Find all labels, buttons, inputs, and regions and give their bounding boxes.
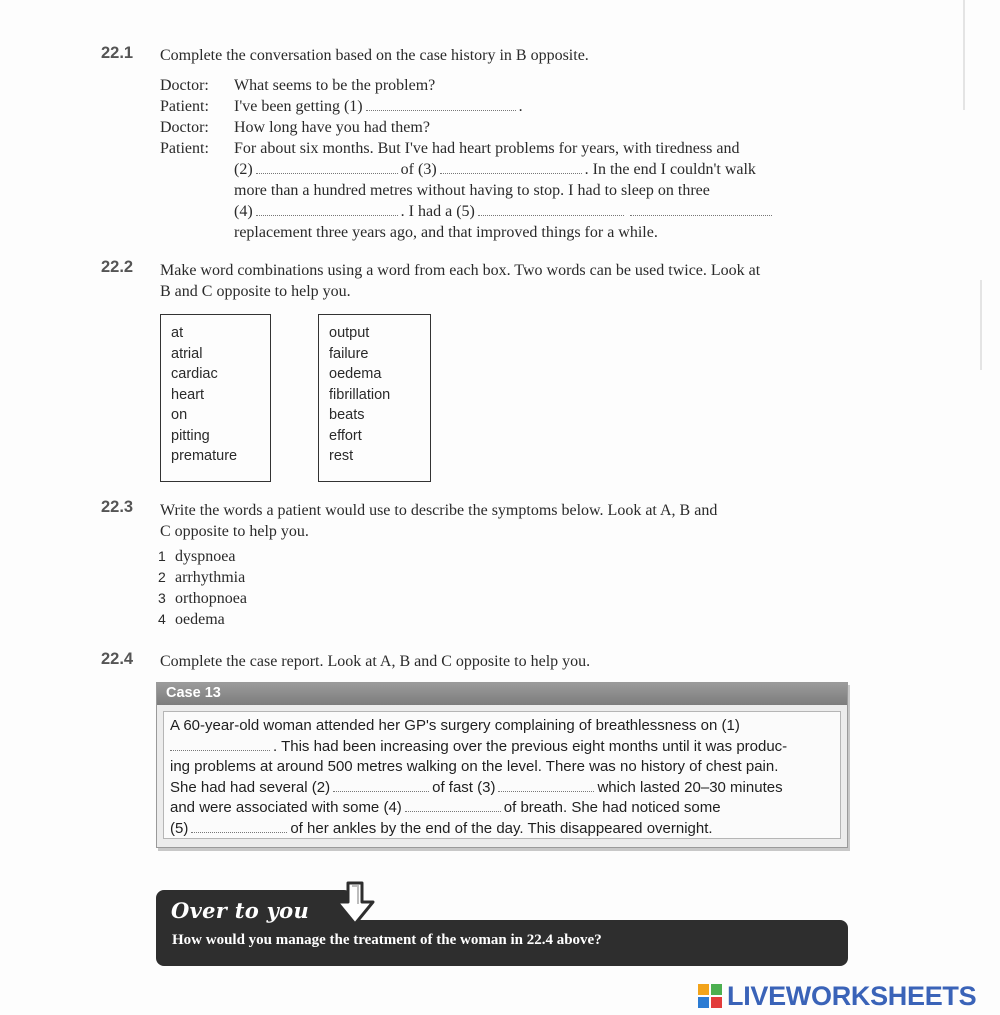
word-item[interactable]: rest <box>329 448 354 464</box>
case-title: Case 13 <box>166 685 221 701</box>
dialog-text: . I had a (5) <box>400 203 475 220</box>
case-line <box>170 798 721 819</box>
list-item <box>158 546 247 567</box>
item-text: dyspnoea <box>175 548 236 565</box>
item-text: oedema <box>175 611 225 628</box>
dialog-text: of (3) <box>400 161 437 178</box>
exercise-instruction: Complete the case report. Look at A, B and C opposite to help you. <box>160 653 591 670</box>
word-item[interactable]: at <box>171 325 184 341</box>
dialog-text: How long have you had them? <box>234 119 430 136</box>
dialog-text: more than a hundred metres without having to stop. I had to sleep on three <box>234 182 710 199</box>
exercise-number: 22.3 <box>101 498 134 516</box>
word-item[interactable]: fibrillation <box>329 386 391 403</box>
watermark-text: LIVEWORKSHEETS <box>727 980 977 1011</box>
dialog-text: I've been getting (1) <box>234 98 363 115</box>
case-text: which lasted 20–30 minutes <box>597 778 783 796</box>
item-number: 3 <box>158 590 166 606</box>
symptom-list <box>158 546 247 630</box>
word-item[interactable]: beats <box>329 407 365 423</box>
instruction-line: B and C opposite to help you. <box>160 283 351 300</box>
list-item <box>158 567 247 588</box>
word-box-left <box>160 314 271 482</box>
word-item[interactable]: heart <box>171 386 205 403</box>
speaker-label: Patient: <box>160 98 209 115</box>
answer-blank-5b[interactable] <box>630 202 772 216</box>
liveworksheets-watermark <box>697 981 976 1011</box>
answer-blank-2[interactable] <box>256 160 398 174</box>
speaker-label: Patient: <box>160 140 209 157</box>
word-box-right <box>318 314 431 482</box>
word-item[interactable]: cardiac <box>171 366 218 382</box>
exercise-number: 22.2 <box>101 258 134 276</box>
word-item[interactable]: oedema <box>329 366 382 382</box>
instruction-line: Write the words a patient would use to describe the symptoms below. Look at A, B and <box>160 502 718 519</box>
word-item[interactable]: effort <box>329 427 362 444</box>
case-line <box>170 757 778 778</box>
speaker-label: Doctor: <box>160 77 209 94</box>
list-item <box>158 588 247 609</box>
case-line <box>170 737 787 758</box>
case-text: ing problems at around 500 metres walking on the level. There was no history of chest pain. <box>170 758 779 775</box>
word-item[interactable]: on <box>171 407 188 423</box>
word-item[interactable]: failure <box>329 345 369 362</box>
list-item <box>158 609 247 630</box>
arrow-down-icon <box>328 880 380 928</box>
answer-blank-4[interactable] <box>256 202 398 216</box>
dialog-text: . In the end I couldn't walk <box>584 161 756 178</box>
dialog-text: For about six months. But I've had heart problems for years, with tiredness and <box>234 140 740 157</box>
speaker-label: Doctor: <box>160 119 209 136</box>
case-text: of her ankles by the end of the day. This disappeared overnight. <box>290 819 713 837</box>
answer-blank-1[interactable] <box>366 97 516 111</box>
answer-blank-3[interactable] <box>440 160 582 174</box>
exercise-instruction: Complete the conversation based on the case history in B opposite. <box>160 47 589 64</box>
case-line <box>170 778 783 799</box>
case-text: (5) <box>170 819 189 837</box>
case-text: of fast (3) <box>432 778 496 796</box>
answer-blank-5a[interactable] <box>478 202 624 216</box>
case-blank-4[interactable] <box>405 798 501 812</box>
case-line <box>170 716 740 737</box>
word-item[interactable]: pitting <box>171 427 210 444</box>
over-to-you-panel <box>156 888 848 968</box>
exercise-number: 22.1 <box>101 44 134 62</box>
case-text: of breath. She had noticed some <box>503 799 721 816</box>
instruction-line: Make word combinations using a word from each box. Two words can be used twice. Look at <box>160 262 761 279</box>
case-report-box <box>156 682 848 848</box>
dialog-text: replacement three years ago, and that improved things for a while. <box>234 224 658 241</box>
case-text: . This had been increasing over the previous eight months until it was produc- <box>273 737 788 755</box>
item-number: 1 <box>158 548 166 564</box>
case-blank-2[interactable] <box>333 778 429 792</box>
dialog-text: (4) <box>234 203 253 220</box>
item-number: 4 <box>158 611 166 627</box>
word-item[interactable]: premature <box>171 448 238 464</box>
word-item[interactable]: atrial <box>171 345 203 362</box>
exercise-instruction <box>160 260 860 302</box>
item-text: orthopnoea <box>175 590 247 607</box>
word-item[interactable]: output <box>329 325 370 341</box>
scan-edge-mark <box>980 280 982 370</box>
case-text: She had had several (2) <box>170 778 331 796</box>
case-line <box>170 819 713 840</box>
dialog-text: What seems to be the problem? <box>234 77 436 94</box>
case-blank-1[interactable] <box>170 737 270 751</box>
exercise-number: 22.4 <box>101 650 134 668</box>
scan-edge-mark <box>963 0 965 110</box>
over-to-you-title: Over to you <box>171 898 310 923</box>
over-to-you-question: How would you manage the treatment of the woman in 22.4 above? <box>172 932 602 948</box>
instruction-line: C opposite to help you. <box>160 523 309 540</box>
item-number: 2 <box>158 569 166 585</box>
dialog-text: . <box>518 98 523 115</box>
exercise-instruction <box>160 500 860 542</box>
case-blank-3[interactable] <box>498 778 594 792</box>
case-body <box>163 711 841 839</box>
case-text: and were associated with some (4) <box>170 799 402 816</box>
item-text: arrhythmia <box>175 569 246 586</box>
case-text: A 60-year-old woman attended her GP's surgery complaining of breathlessness on (1) <box>170 717 740 734</box>
liveworksheets-logo-icon <box>697 983 723 1009</box>
dialog-text: (2) <box>234 161 253 178</box>
case-blank-5[interactable] <box>191 819 287 833</box>
case-header <box>157 683 847 705</box>
